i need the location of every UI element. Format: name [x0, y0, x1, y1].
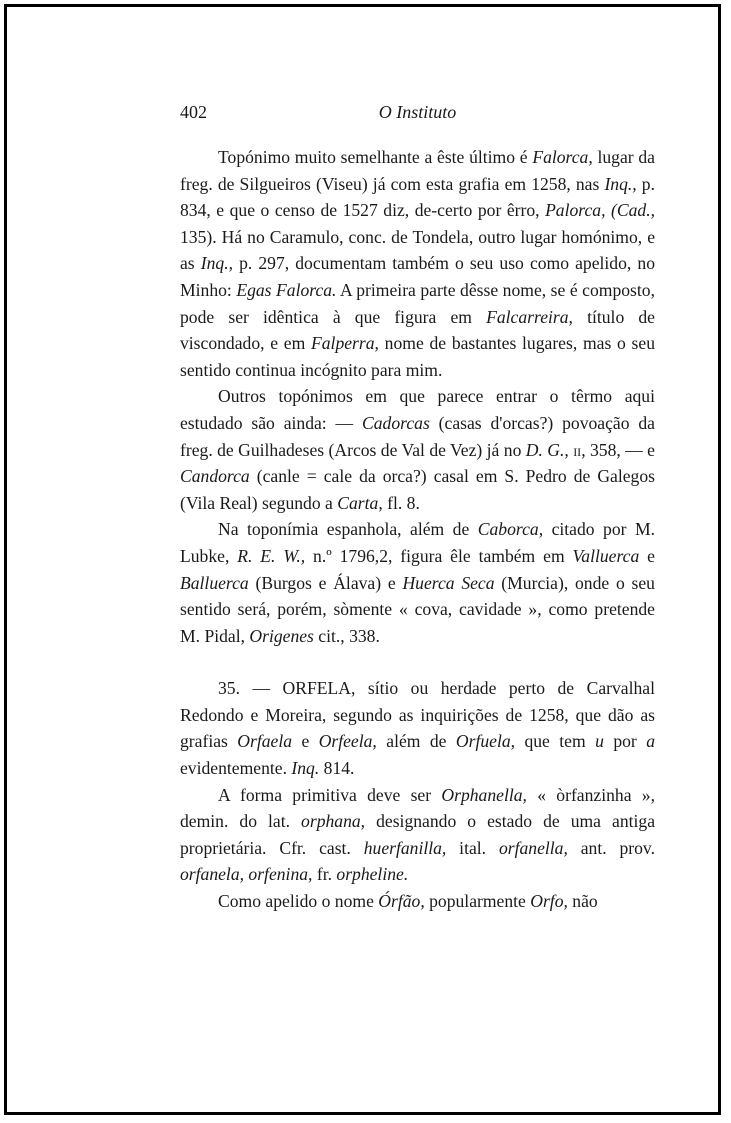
page-frame: [4, 4, 721, 1115]
text-run: p. 834, e que o censo de 1527 diz, de-certo por êrro,: [180, 173, 656, 221]
paragraph-p2: [180, 383, 655, 516]
text-run: fl. 8.: [382, 492, 420, 513]
italic-term: Orphanella,: [441, 784, 527, 805]
italic-term: Origenes: [249, 625, 314, 646]
text-run: e: [292, 731, 319, 752]
italic-term: Inq.: [291, 758, 320, 779]
paragraph-p4: [180, 675, 655, 781]
italic-term: a: [646, 731, 655, 752]
italic-term: Inq.,: [604, 173, 637, 194]
text-run: (canle = cale da orca?) casal em S. Pedro de Galegos (Vila Real) segundo a: [180, 466, 655, 513]
body-text: [180, 144, 655, 915]
italic-term: orphana,: [301, 811, 366, 832]
page-number: 402: [180, 102, 207, 122]
italic-term: D. G.,: [525, 439, 569, 460]
text-run: A primeira parte dêsse nome, se é composto, pode ser idêntica à que figura em: [180, 279, 655, 327]
italic-term: orpheline.: [336, 864, 409, 885]
running-title: O Instituto: [378, 102, 457, 122]
italic-term: Valluerca: [572, 545, 640, 566]
running-head: [180, 102, 655, 124]
italic-term: Huerca Seca: [402, 572, 495, 593]
text-run: que tem: [515, 731, 596, 752]
text-run: (casas d'orcas?) povoação da freg. de Guilhadeses (Arcos de Val de Vez) já no: [180, 412, 655, 460]
italic-term: Cadorcas: [362, 412, 430, 433]
italic-term: Candorca: [180, 466, 250, 487]
italic-term: Orfaela: [237, 731, 293, 752]
text-run: 35. — ORFELA, sítio ou herdade perto de Carvalhal Redondo e Moreira, segundo as inquirições de 1258, que dão as grafias: [180, 678, 655, 752]
italic-term: Órfão,: [378, 891, 425, 912]
paragraph-p3: [180, 516, 655, 649]
text-run: Outros topónimos em que parece entrar o têrmo aqui estudado são ainda: —: [180, 386, 655, 433]
italic-term: Palorca, (Cad.,: [545, 200, 655, 221]
paragraph-p5: [180, 782, 655, 888]
text-run: por: [603, 731, 647, 752]
italic-term: Orfeela,: [318, 731, 377, 752]
paragraph-p1: [180, 144, 655, 383]
text-run: lugar da freg. de Silgueiros (Viseu) já com esta grafia em 1258, nas: [180, 147, 655, 194]
text-run: ital.: [446, 837, 499, 858]
text-run: não: [567, 891, 598, 912]
text-run: « òrfanzinha », demin. do lat.: [180, 784, 655, 832]
italic-term: orfanella,: [498, 837, 568, 858]
text-run: 814.: [319, 758, 355, 779]
italic-term: Carta,: [337, 492, 383, 513]
text-run: p. 297, documentam também o seu uso como apelido, no Minho:: [180, 253, 655, 300]
page-content: [180, 102, 655, 915]
text-run: Como apelido o nome: [218, 891, 379, 912]
text-run: além de: [376, 731, 456, 752]
italic-term: huerfanilla,: [363, 837, 447, 858]
paragraph-p6: [180, 888, 655, 915]
text-run: e: [639, 545, 655, 566]
text-run: cit., 338.: [313, 625, 380, 646]
italic-term: Inq.,: [200, 253, 233, 274]
text-run: Na toponímia espanhola, além de: [218, 519, 478, 540]
italic-term: Falperra,: [311, 333, 379, 354]
text-run: ii: [573, 439, 582, 460]
text-run: citado por M. Lubke,: [180, 519, 655, 566]
text-run: n.º 1796,2, figura êle também em: [305, 545, 573, 566]
text-run: título de viscondado, e em: [180, 306, 655, 354]
italic-term: Balluerca: [180, 572, 249, 593]
italic-term: Egas Falorca.: [236, 279, 337, 300]
text-run: designando o estado de uma antiga proprietária. Cfr. cast.: [180, 811, 656, 858]
italic-term: u: [595, 731, 604, 752]
text-run: A forma primitiva deve ser: [218, 784, 442, 805]
italic-term: R. E. W.,: [237, 545, 306, 566]
text-run: evidentemente.: [180, 758, 292, 779]
text-run: ant. prov.: [567, 837, 655, 858]
italic-term: Caborca,: [477, 519, 544, 540]
italic-term: Falorca,: [532, 147, 593, 167]
text-run: nome de bastantes lugares, mas o seu sentido continua incógnito para mim.: [180, 333, 655, 380]
italic-term: Orfuela,: [455, 731, 516, 752]
text-run: , 358, — e: [581, 439, 655, 460]
text-run: 135). Há no Caramulo, conc. de Tondela, outro lugar homónimo, e as: [180, 226, 655, 274]
italic-term: Orfo,: [530, 891, 568, 912]
text-run: (Murcia), onde o seu sentido será, porém, sòmente « cova, cavidade », como pretende M. Pidal,: [180, 572, 655, 646]
text-run: fr.: [312, 864, 337, 885]
text-run: (Burgos e Álava) e: [248, 572, 403, 593]
text-run: popularmente: [424, 891, 531, 912]
italic-term: Falcarreira,: [486, 306, 573, 327]
text-run: Topónimo muito semelhante a êste último é: [218, 147, 533, 167]
italic-term: orfanela, orfenina,: [180, 864, 313, 885]
